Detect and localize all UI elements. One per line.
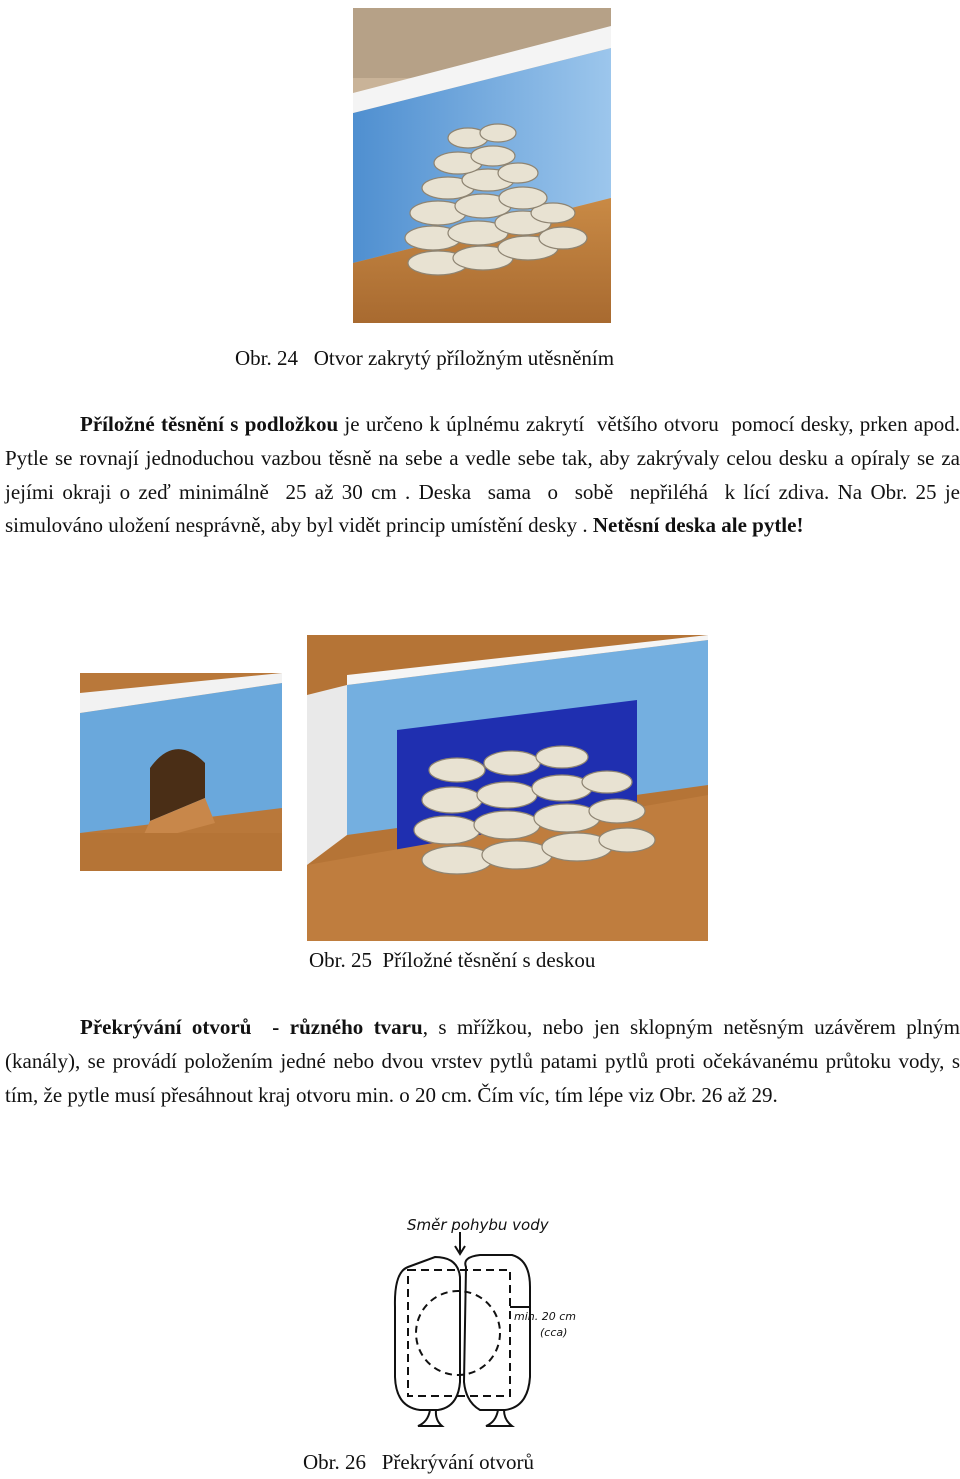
paragraph-1 [5,408,960,543]
sketch-label-side: min. 20 cm [514,1310,576,1323]
sketch-label-top: Směr pohybu vody [407,1216,549,1234]
paragraph-2-text: , s mřížkou, nebo jen sklopným netěsným uzávěrem plným (kanály), se provádí položením jedné nebo dvou vrstev pytlů patami pytlů proti očekávanému průtoku vody, s tím, že pytle musí přesáhnout kraj otvoru min. o 20 cm. Čím víc, tím lépe viz Obr. 26 až 29. [5,1015,960,1107]
sandbag-wall-photo [353,8,611,323]
paragraph-1-lead: Příložné těsnění s podložkou [80,412,339,436]
paragraph-2 [5,1011,960,1112]
overlap-sketch [380,1212,595,1427]
paragraph-2-lead: Překrývání otvorů - různého tvaru [80,1015,423,1039]
figure-25-caption: Obr. 25 Příložné těsnění s deskou [309,948,596,972]
figure-26-caption: Obr. 26 Překrývání otvorů [303,1450,534,1474]
paragraph-1-text: je určeno k úplnému zakrytí většího otvoru pomocí desky, prken apod. Pytle se rovnají jednoduchou vazbou těsně na sebe a vedle sebe tak, aby zakrývaly celou desku a opíraly se za jejími okraji o zeď minimálně 25 až 30 cm . Deska sama o sobě nepřiléhá k lící zdiva. Na Obr. 25 je simulováno uložení nesprávně, aby byl vidět princip umístění desky . [5,412,960,538]
paragraph-1-tail: Netěsní deska ale pytle! [592,513,804,538]
sketch-label-side2: (cca) [540,1326,568,1339]
wall-opening-photo [80,673,282,871]
figure-24-caption: Obr. 24 Otvor zakrytý příložným utěsněním [235,346,615,370]
board-sandbags-photo [307,635,708,941]
